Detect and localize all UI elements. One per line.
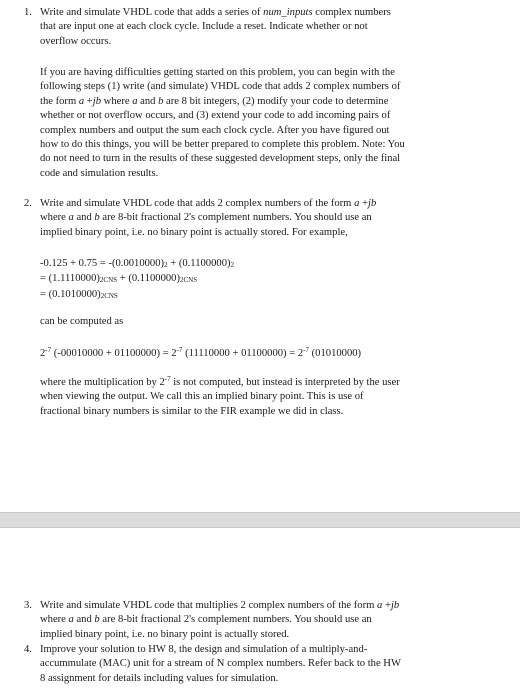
question-2-number: 2. <box>24 198 32 209</box>
subscript: 2CNS <box>180 276 198 285</box>
math-variable: a <box>354 198 360 209</box>
text-line: = (0.1010000)2CNS <box>40 288 118 300</box>
can-be-computed-text <box>40 315 460 329</box>
page-2 <box>0 528 520 700</box>
math-variable: b <box>158 95 164 107</box>
text-line: do not need to turn in the results of these suggested development steps, only the final <box>40 153 401 165</box>
text-line: implied binary point, i.e. no binary point is actually stored. <box>40 628 290 640</box>
text-line: that are input one at each clock cycle. Include a reset. Indicate whether or not <box>40 21 368 33</box>
text-line: If you are having difficulties getting started on this problem, you can begin with the <box>40 67 395 78</box>
text-line: how to do this things, you will be better prepared to complete this problem. Note: You <box>40 139 405 151</box>
math-variable: a <box>132 95 138 107</box>
text-line: when viewing the output. We call this an implied binary point. This is use of <box>40 391 364 403</box>
math-variable: a <box>78 95 85 107</box>
question-3 <box>24 599 460 642</box>
implied-point-explanation <box>40 372 460 419</box>
math-variable: a <box>377 600 383 611</box>
text-line: where a and b are 8-bit fractional 2's complement numbers. You should use an <box>40 212 372 224</box>
text-line: implied binary point, i.e. no binary point is actually stored. For example, <box>40 226 348 238</box>
text-line: where a and b are 8-bit fractional 2's complement numbers. You should use an <box>40 614 372 626</box>
text-line: 8 assignment for details including values for simulation. <box>40 672 279 684</box>
superscript: -7 <box>303 346 309 354</box>
question-4-text <box>40 643 460 686</box>
question-1-hint-text <box>40 66 460 181</box>
question-4-number: 4. <box>24 644 32 655</box>
math-variable: jb <box>368 198 377 209</box>
question-4 <box>24 643 460 686</box>
example-math <box>40 257 460 303</box>
text-line: accummulate (MAC) unit for a stream of N complex numbers. Refer back to the HW <box>40 658 401 670</box>
question-1-number: 1. <box>24 7 32 18</box>
text-line: Write and simulate VHDL code that adds a series of num_inputs complex numbers <box>40 7 391 18</box>
math-variable: a <box>68 614 74 626</box>
question-2 <box>24 197 460 240</box>
text-line: -0.125 + 0.75 = -(0.0010000)2 + (0.1100000)2 <box>40 258 235 269</box>
text-line: Write and simulate VHDL code that multiplies 2 complex numbers of the form a +jb <box>40 600 400 611</box>
page-separator <box>0 512 520 528</box>
text-line: complex numbers and output the sum each clock cycle. After you have figured out <box>40 124 390 136</box>
math-variable: a <box>68 212 74 224</box>
example-expression <box>40 343 460 361</box>
can-be-computed <box>40 315 460 329</box>
text-line: = (1.1110000)2CNS + (0.1100000)2CNS <box>40 273 198 285</box>
question-1-text <box>40 6 460 49</box>
question-3-number: 3. <box>24 600 32 611</box>
question-2-text <box>40 197 460 240</box>
math-variable: b <box>94 212 100 224</box>
math-variable: jb <box>390 600 400 611</box>
example-expression-text <box>40 343 460 361</box>
question-1-hint <box>40 66 460 181</box>
question-3-text <box>40 599 460 642</box>
question-1 <box>24 6 460 49</box>
superscript: -7 <box>45 346 52 354</box>
text-line: the form a +jb where a and b are 8 bit integers, (2) modify your code to determine <box>40 95 389 107</box>
text-line: $2^{-7}$ $(-00010000 + 01100000) = 2^{-7}$ $(11110000 + 01100000) = 2^{-7}$ (01010000) <box>40 346 362 359</box>
subscript: 2 <box>164 261 168 269</box>
subscript: 2CNS <box>100 291 118 300</box>
example-math-lines <box>40 257 460 303</box>
text-line: code and simulation results. <box>40 167 159 179</box>
text-line: where the multiplication by $2^{-7}$ is not computed, but instead is interpreted by the user <box>40 375 400 388</box>
text-line: can be computed as <box>40 316 124 327</box>
subscript: 2 <box>230 261 235 269</box>
text-line: Improve your solution to HW 8, the design and simulation of a multiply-and- <box>40 644 368 655</box>
superscript: -7 <box>164 375 171 383</box>
text-line: Write and simulate VHDL code that adds 2 complex numbers of the form a +jb <box>40 198 377 209</box>
superscript: -7 <box>176 346 183 354</box>
implied-point-text <box>40 372 460 419</box>
math-variable: b <box>94 614 100 626</box>
text-line: overflow occurs. <box>40 35 112 47</box>
subscript: 2CNS <box>99 276 118 285</box>
text-line: following steps (1) write (and simulate) VHDL code that adds 2 complex numbers of <box>40 81 401 93</box>
text-line: whether or not overflow occurs, and (3) extend your code to add incoming pairs of <box>40 110 391 122</box>
text-line: fractional binary numbers is similar to the FIR example we did in class. <box>40 405 344 417</box>
math-variable: jb <box>92 95 102 107</box>
math-variable: num_inputs <box>263 7 313 18</box>
